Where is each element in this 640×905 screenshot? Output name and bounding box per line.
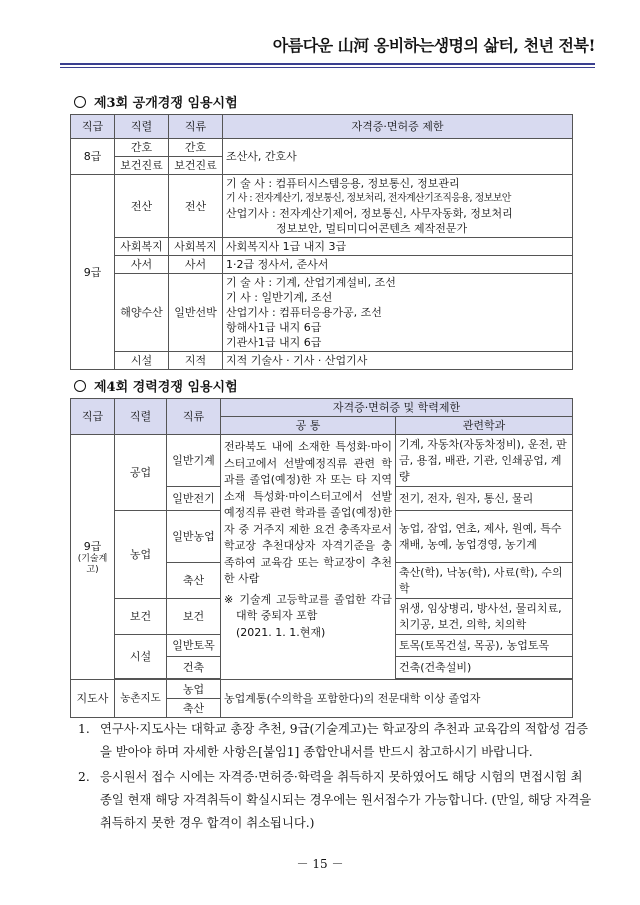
class-cell: 사회복지	[169, 238, 223, 256]
license-line: 기관사1급 내지 6급	[226, 336, 322, 349]
header-slogan: 아름다운 山河 옹비하는생명의 삶터, 천년 전북!	[272, 36, 595, 55]
common-date: (2021. 1. 1.현재)	[236, 625, 326, 639]
col-grade: 직급	[71, 115, 115, 139]
col-license: 자격증·면허증 제한	[223, 115, 573, 139]
table-row	[71, 175, 573, 238]
series-cell: 농업	[115, 511, 167, 599]
license-line: 기 사 : 전자계산기, 정보통신, 정보처리, 전자계산기조직응용, 정보보안	[226, 193, 511, 204]
section3-heading	[74, 92, 238, 111]
section3-title: 제3회 공개경쟁 임용시험	[94, 96, 238, 111]
series-cell: 시설	[115, 635, 167, 679]
col-grade: 직급	[71, 399, 115, 435]
series-cell: 전산	[115, 175, 169, 238]
class-cell: 지적	[169, 352, 223, 370]
table-row	[71, 435, 573, 487]
circle-bullet-icon	[74, 96, 86, 108]
table-row	[71, 680, 573, 699]
common-requirement: 전라북도 내에 소재한 특성화·마이스터고에서 선발예정직류 관련 학과를 졸업(예정)한 자 또는 타 지역 소재 특성화·마이스터고에서 선발예정직류 관련 학과를 졸업(예정)한 자 중 거주지 제한 요건 충족자로서 학교장 추천대상자 자격기준을 충족하여 교육감 또는 학교장이 추천한 사람	[224, 440, 392, 585]
col-class: 직류	[169, 115, 223, 139]
license-cell: 조산사, 간호사	[223, 139, 573, 175]
class-cell: 보건	[167, 599, 221, 635]
series-cell: 사회복지	[115, 238, 169, 256]
license-line: 산업기사 : 전자계산기제어, 정보통신, 사무자동화, 정보처리	[226, 207, 513, 220]
license-line: 항해사1급 내지 6급	[226, 321, 322, 334]
class-cell: 간호	[169, 139, 223, 157]
note-item	[78, 766, 593, 835]
class-cell: 일반기계	[167, 435, 221, 487]
table-header-row	[71, 115, 573, 139]
dept-cell: 위생, 임상병리, 방사선, 물리치료, 치기공, 보건, 의학, 치의학	[396, 599, 573, 635]
class-cell: 축산	[167, 563, 221, 599]
dept-cell: 기계, 자동차(자동차정비), 운전, 판금, 용접, 배관, 기관, 인쇄공업, 계량	[396, 435, 573, 487]
class-cell: 사서	[169, 256, 223, 274]
circle-bullet-icon	[74, 380, 86, 392]
note-text: 연구사·지도사는 대학교 총장 추천, 9급(기술계고)는 학교장의 추천과 교육감의 적합성 검증을 받아야 하며 자세한 사항은[붙임1] 종합안내서를 반드시 참고하시기 바랍니다.	[100, 722, 589, 759]
dept-cell: 전기, 전자, 원자, 통신, 물리	[396, 487, 573, 511]
class-cell: 일반토목	[167, 635, 221, 657]
note-text: 응시원서 접수 시에는 자격증·면허증·학력을 취득하지 못하였어도 해당 시험의 면접시험 최종일 현재 해당 자격취득이 확실시되는 경우에는 원서접수가 가능합니다. (만일, 해당 자격을 취득하지 못한 경우 합격이 취소됩니다.)	[100, 770, 592, 830]
col-series: 직렬	[115, 399, 167, 435]
note-number: 1.	[78, 722, 90, 736]
license-line: 산업기사 : 컴퓨터응용가공, 조선	[226, 306, 382, 319]
page-number: － 15 －	[296, 857, 344, 871]
license-line: 기 술 사 : 컴퓨터시스템응용, 정보통신, 정보관리	[226, 177, 460, 190]
grade-cell: 지도사	[71, 680, 115, 718]
grade-sublabel: (기술계고)	[77, 553, 108, 575]
class-cell: 농업	[167, 680, 221, 699]
table-row	[71, 256, 573, 274]
grade-label: 9급	[83, 539, 102, 553]
col-common: 공 통	[221, 417, 396, 435]
series-cell: 간호	[115, 139, 169, 157]
table-row	[71, 274, 573, 352]
col-qualification: 자격증·면허증 및 학력제한	[221, 399, 573, 417]
col-series: 직렬	[115, 115, 169, 139]
license-cell: 사회복지사 1급 내지 3급	[223, 238, 573, 256]
class-cell: 전산	[169, 175, 223, 238]
license-cell: 지적 기술사 · 기사 · 산업기사	[223, 352, 573, 370]
license-line: 기 사 : 일반기계, 조선	[226, 291, 333, 304]
class-cell: 일반농업	[167, 511, 221, 563]
note-number: 2.	[78, 770, 90, 784]
col-dept: 관련학과	[396, 417, 573, 435]
class-cell: 축산	[167, 699, 221, 718]
header-rule	[60, 63, 595, 65]
notes-list	[78, 718, 593, 837]
page-header	[60, 33, 595, 63]
class-cell: 건축	[167, 657, 221, 679]
grade-cell	[71, 435, 115, 680]
section4-title: 제4회 경력경쟁 임용시험	[94, 380, 238, 395]
class-cell: 보건진료	[169, 157, 223, 175]
license-cell	[223, 175, 573, 238]
col-class: 직류	[167, 399, 221, 435]
note-item	[78, 718, 593, 764]
license-line: 기 술 사 : 기계, 산업기계설비, 조선	[226, 276, 396, 289]
series-cell: 해양수산	[115, 274, 169, 352]
section4-table	[70, 398, 573, 718]
license-cell	[223, 274, 573, 352]
requirement-cell: 농업계통(수의학을 포함한다)의 전문대학 이상 졸업자	[221, 680, 573, 718]
table-row	[71, 352, 573, 370]
table-header-row	[71, 399, 573, 417]
series-cell: 보건	[115, 599, 167, 635]
series-cell: 시설	[115, 352, 169, 370]
section4-heading	[74, 376, 238, 395]
class-cell: 일반전기	[167, 487, 221, 511]
dept-cell: 토목(토목건설, 목공), 농업토목	[396, 635, 573, 657]
class-cell: 일반선박	[169, 274, 223, 352]
dept-cell: 축산(학), 낙농(학), 사료(학), 수의학	[396, 563, 573, 599]
grade-cell: 9급	[71, 175, 115, 370]
table-row	[71, 139, 573, 157]
section3-table	[70, 114, 573, 370]
series-cell: 공업	[115, 435, 167, 511]
license-cell: 1·2급 정사서, 준사서	[223, 256, 573, 274]
dept-cell: 농업, 잠업, 연초, 제사, 원예, 특수재배, 농예, 농업경영, 농기계	[396, 511, 573, 563]
series-cell: 사서	[115, 256, 169, 274]
common-cell	[221, 435, 396, 680]
series-cell: 농촌지도	[115, 680, 167, 718]
license-line: 정보보안, 멀티미디어콘텐츠 제작전문가	[276, 222, 468, 235]
table-row	[71, 238, 573, 256]
header-rule-thin	[60, 67, 595, 68]
grade-cell: 8급	[71, 139, 115, 175]
series-cell: 보건진료	[115, 157, 169, 175]
common-note: ※ 기술계 고등학교를 졸업한 각급 대학 중퇴자 포함	[224, 592, 392, 622]
dept-cell: 건축(건축설비)	[396, 657, 573, 679]
